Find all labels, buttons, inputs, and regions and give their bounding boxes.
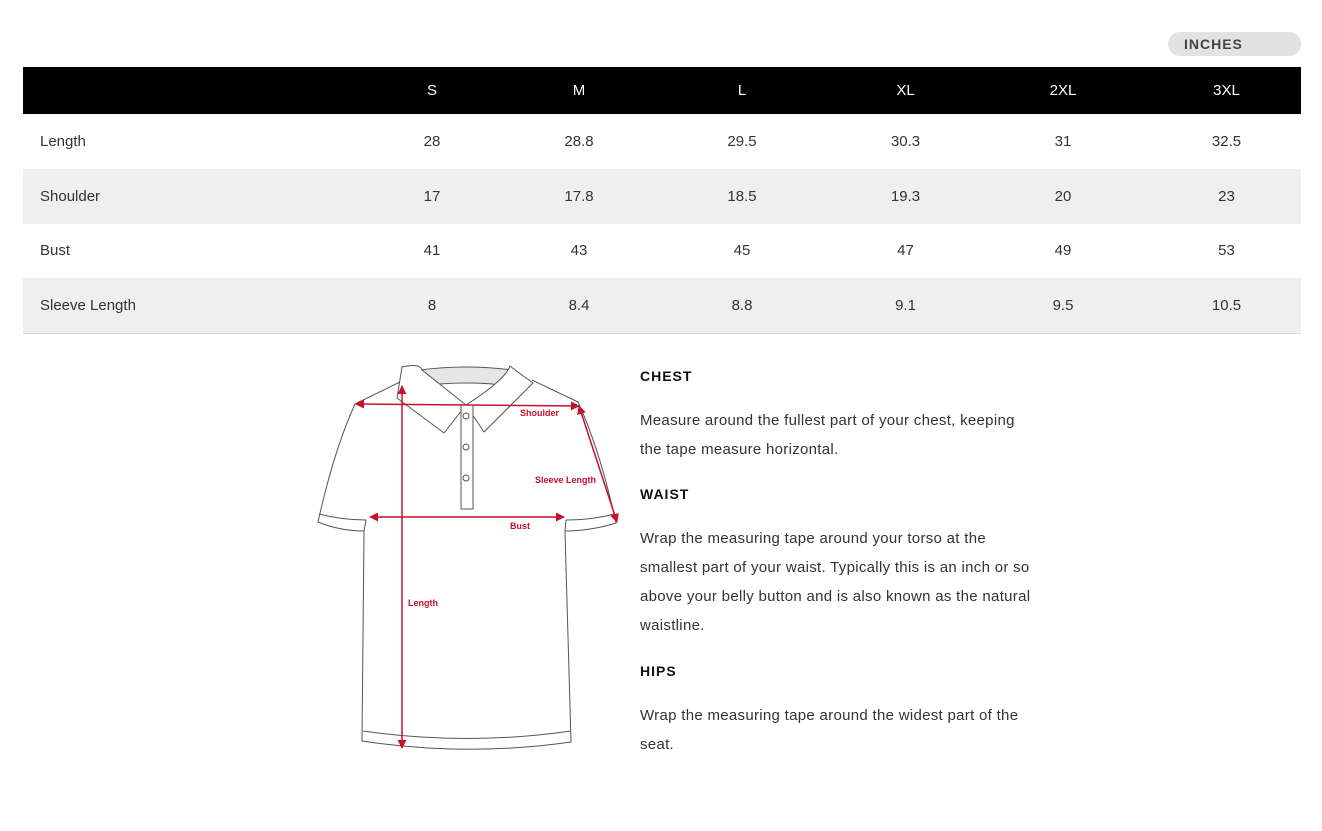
shirt-button [463,475,469,481]
waist-section [640,484,1040,640]
header-cell-size: XL [837,67,974,114]
header-cell-empty [23,67,353,114]
table-cell: 17 [353,169,511,224]
table-row [23,114,1301,169]
header-cell-size: M [511,67,647,114]
size-chart-table [23,67,1301,334]
table-cell: 23 [1152,169,1301,224]
table-cell: 9.1 [837,278,974,333]
table-cell: 19.3 [837,169,974,224]
table-cell: 29.5 [727,132,757,150]
header-cell-size: 3XL [1152,67,1301,114]
table-row [23,224,1301,279]
table-cell: 43 [570,242,588,260]
hips-section [640,661,1040,759]
table-cell: 45 [733,242,751,260]
shoulder-label: Shoulder [520,408,560,418]
table-cell: 17.8 [511,169,647,224]
table-cell: 49 [1054,242,1072,260]
waist-heading: WAIST [640,486,690,503]
length-label: Length [408,598,438,608]
chest-section [640,366,1040,464]
header-cell-size: S [353,67,511,114]
hips-instructions: Wrap the measuring tape around the widest part of the seat. [640,707,1019,753]
header-cell-size: L [647,67,837,114]
measurement-guide [640,366,1040,760]
table-cell: 28.8 [564,132,594,150]
table-cell: 32.5 [1211,132,1242,150]
waist-instructions: Wrap the measuring tape around your torso at the smallest part of your waist. Typically this is an inch or so above your belly button and is also known as the natural waistline. [640,530,1031,634]
row-label: Sleeve Length [23,278,353,333]
shirt-button [463,444,469,450]
shirt-button [463,413,469,419]
sleeve-length-label: Sleeve Length [535,475,597,485]
table-cell: 10.5 [1152,278,1301,333]
table-cell: 8.8 [647,278,837,333]
row-label: Bust [40,242,71,260]
row-label: Shoulder [23,169,353,224]
table-cell: 9.5 [974,278,1152,333]
chest-heading: CHEST [640,368,693,384]
table-cell: 28 [423,132,441,150]
table-cell: 53 [1218,242,1235,260]
row-label: Length [40,132,86,150]
table-header-row [23,67,1301,114]
placket [461,405,473,509]
chest-instructions: Measure around the fullest part of your chest, keeping the tape measure horizontal. [640,412,1015,458]
bust-label: Bust [510,521,530,531]
shirt-outline [318,366,616,750]
table-cell: 20 [974,169,1152,224]
table-cell: 8 [353,278,511,333]
table-cell: 41 [423,242,441,260]
header-cell-size: 2XL [974,67,1152,114]
table-cell: 31 [1054,132,1072,150]
table-row [23,169,1301,224]
table-row [23,278,1301,333]
table-cell: 18.5 [647,169,837,224]
unit-toggle-inches[interactable]: INCHES [1168,32,1301,56]
polo-shirt-diagram [310,355,625,760]
table-cell: 30.3 [890,132,921,150]
hips-heading: HIPS [640,663,677,680]
table-cell: 8.4 [511,278,647,333]
table-cell: 47 [897,242,914,260]
